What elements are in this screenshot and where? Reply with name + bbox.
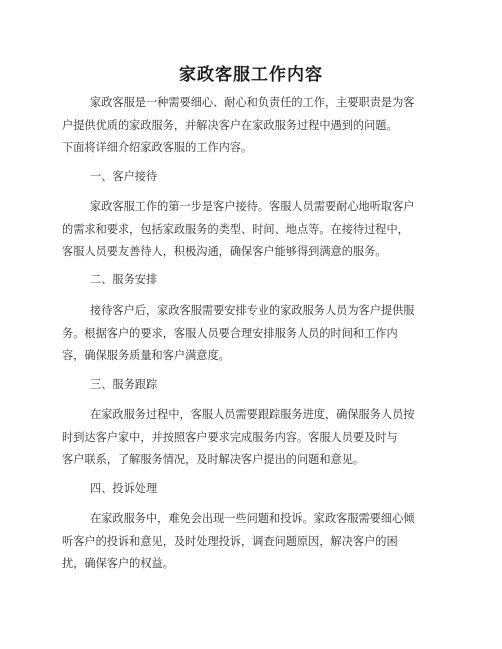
section-heading: 二、服务安排 [90,273,158,286]
section-paragraph [62,196,442,264]
section-line: 在家政服务中，难免会出现一些问题和投诉。家政客服需要细心倾 [90,512,415,525]
section-line: 的需求和要求，包括家政服务的类型、时间、地点等。在接待过程中， [62,222,409,236]
section-line: 客服人员要友善待人，积极沟通，确保客户能够得到满意的服务。 [62,245,387,258]
intro-line: 下面将详细介绍家政客服的工作内容。 [62,141,253,154]
section-line: 听客户的投诉和意见，及时处理投诉，调查问题原因，解决客户的困 [62,534,398,548]
intro-paragraph [62,92,442,160]
section-heading: 四、投诉处理 [90,482,158,495]
section-line: 时到达客户家中，并按照客户要求完成服务内容。客服人员要及时与 [62,430,398,444]
section-paragraph [62,508,442,576]
intro-line: 家政客服是一种需要细心、耐心和负责任的工作，主要职责是为客 [90,96,415,109]
section-line: 在家政服务过程中，客服人员需要跟踪服务进度，确保服务人员按 [90,408,415,421]
section-paragraph [62,404,442,472]
section-heading: 一、客户接待 [90,170,158,183]
section-line: 接待客户后，家政客服需要安排专业的家政服务人员为客户提供服 [90,304,415,317]
section-line: 容，确保服务质量和客户满意度。 [62,349,230,362]
section-heading: 三、服务跟踪 [90,378,158,391]
section-line: 扰，确保客户的权益。 [62,557,174,570]
intro-line: 户提供优质的家政服务，并解决客户在家政服务过程中遇到的问题。 [62,118,398,132]
section-paragraph [62,300,442,368]
section-line: 家政客服工作的第一步是客户接待。客服人员需要耐心地听取客户 [90,200,415,213]
section-line: 客户联系，了解服务情况，及时解决客户提出的问题和意见。 [62,453,365,466]
document-title: 家政客服工作内容 [179,65,323,85]
section-line: 务。根据客户的要求，客服人员要合理安排服务人员的时间和工作内 [62,326,398,340]
